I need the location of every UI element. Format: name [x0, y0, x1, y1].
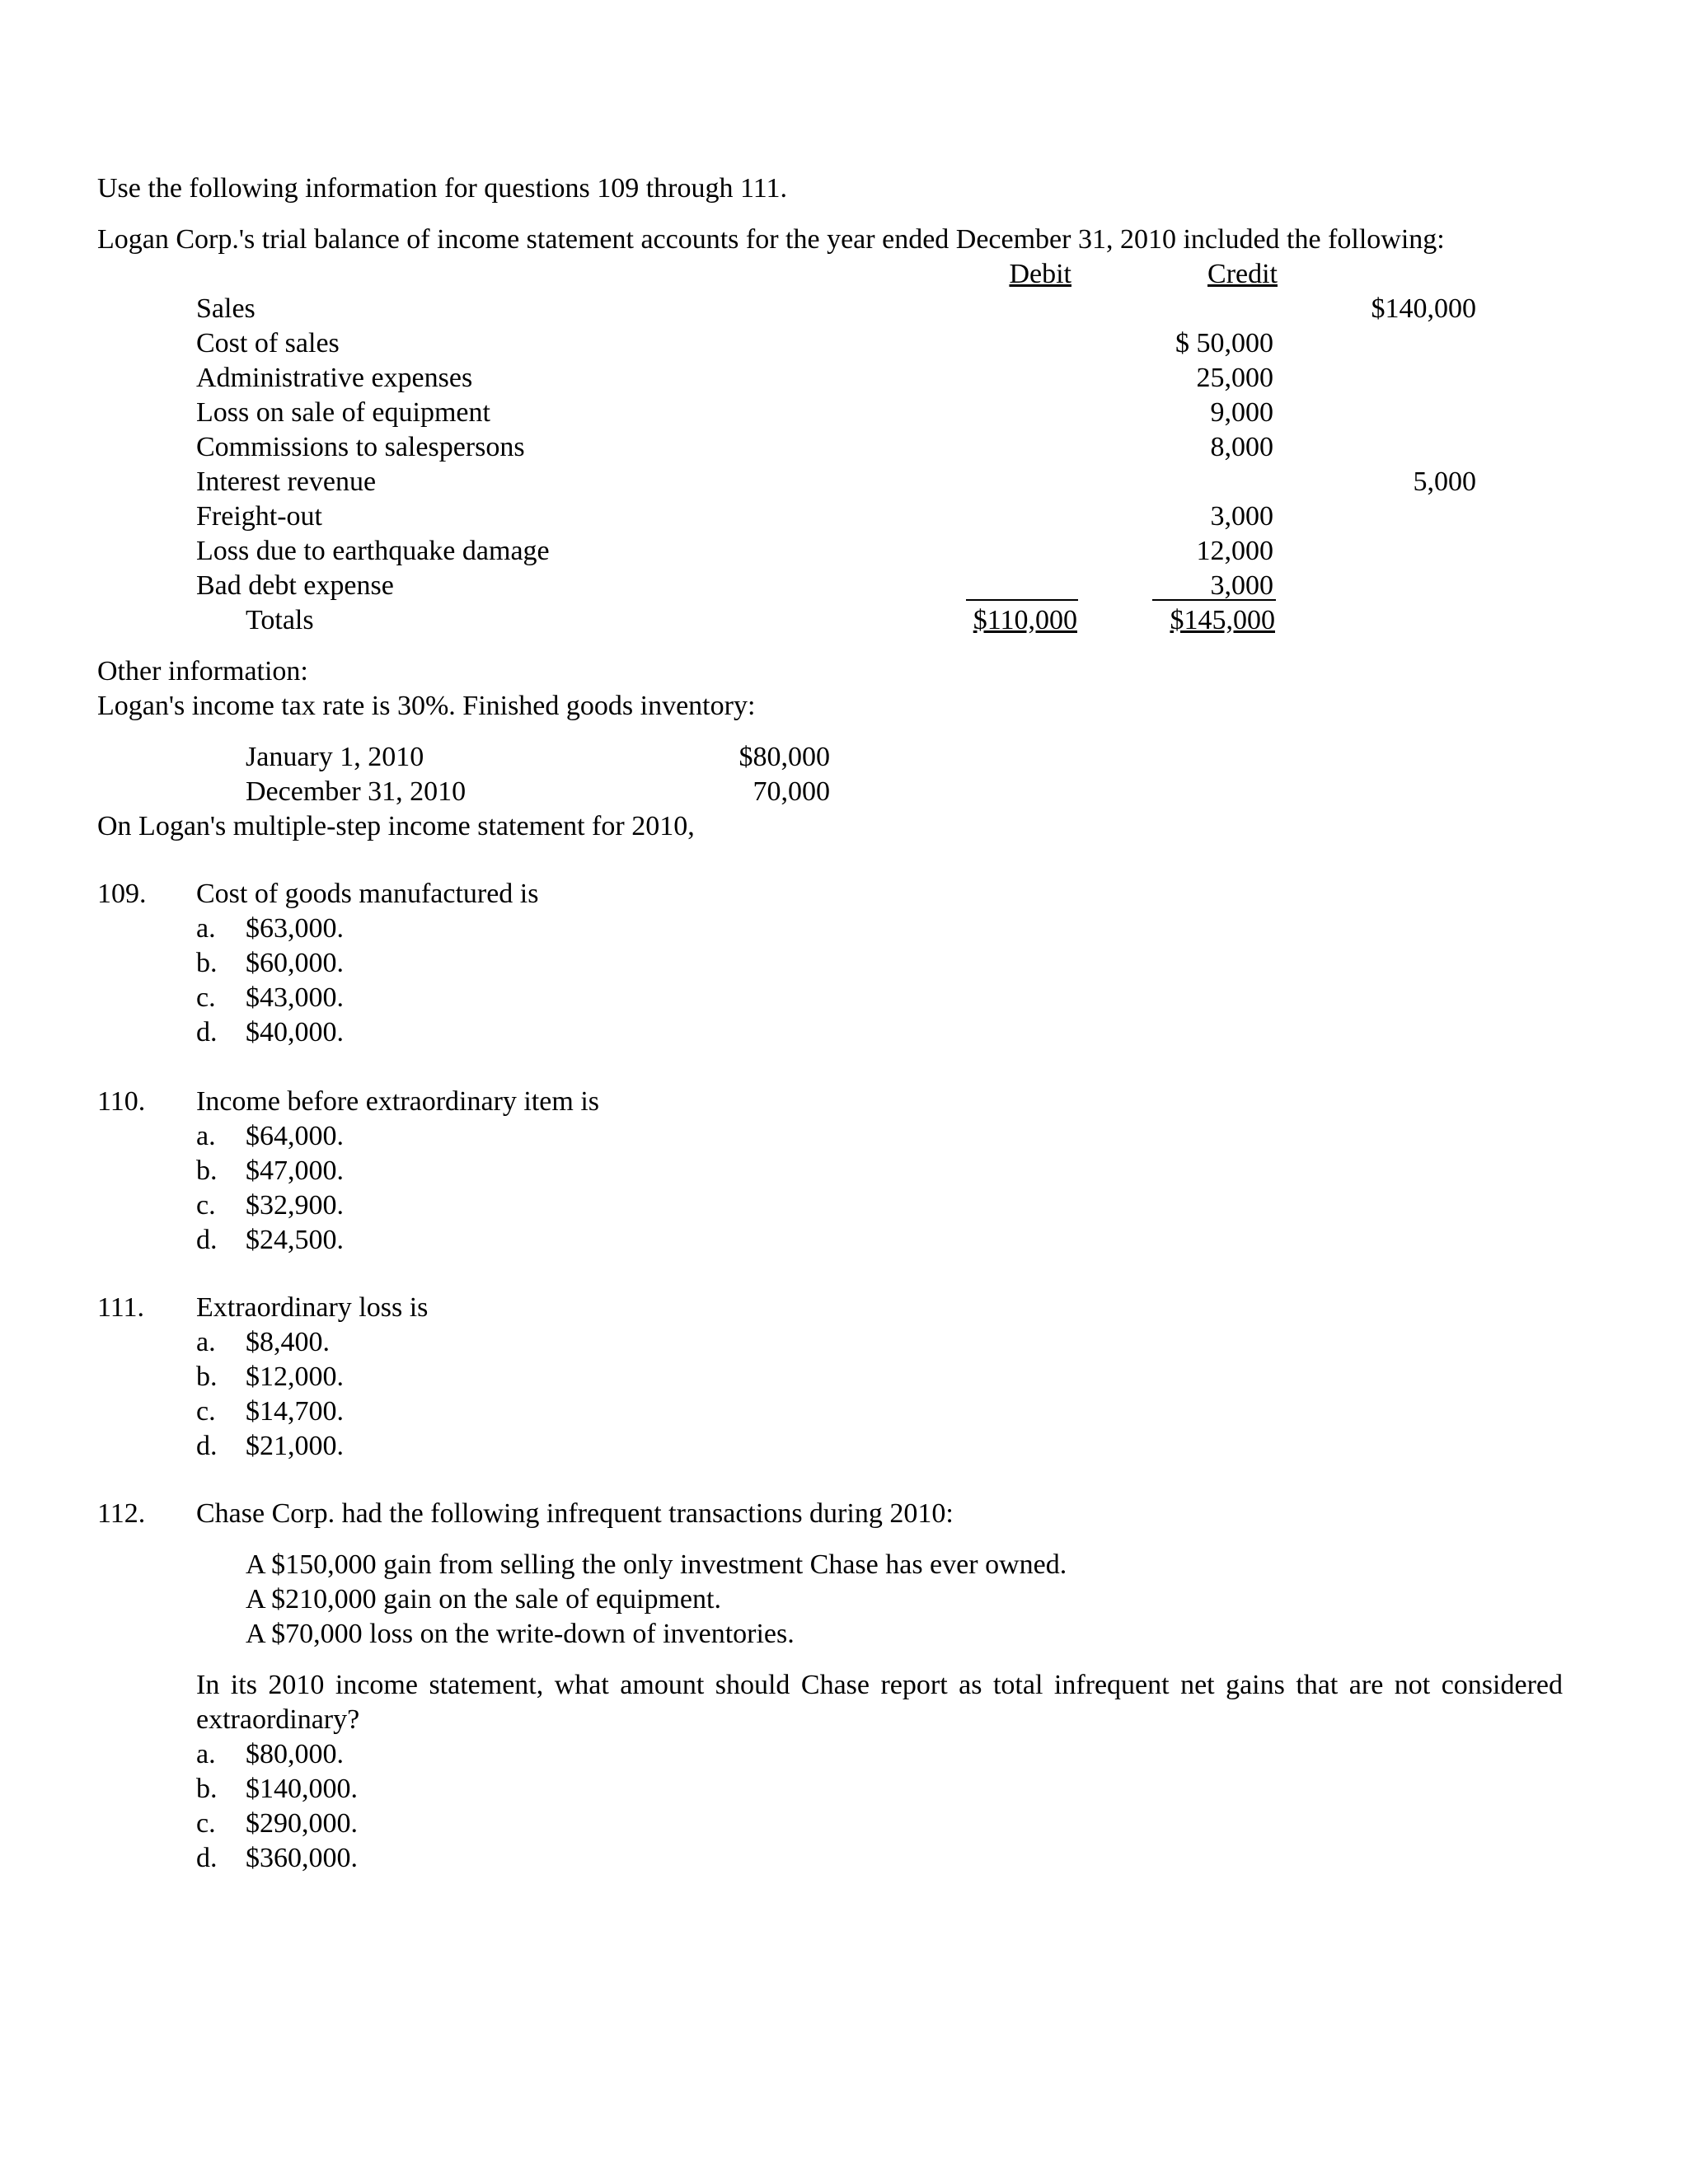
row-label: Freight-out — [196, 501, 322, 532]
question-stem: Cost of goods manufactured is — [196, 879, 539, 909]
row-credit: 5,000 — [1413, 466, 1476, 497]
trial-balance-intro: Logan Corp.'s trial balance of income statement accounts for the year ended December 31, 2010 included the following: — [97, 224, 1445, 255]
row-label: Loss due to earthquake damage — [196, 536, 550, 566]
option-text: $47,000. — [246, 1155, 344, 1186]
option-letter: b. — [196, 948, 218, 978]
option-letter: d. — [196, 1017, 218, 1047]
inventory-date: December 31, 2010 — [246, 776, 467, 807]
inventory-date: January 1, 2010 — [246, 742, 424, 772]
option-letter: c. — [196, 1396, 216, 1427]
other-info-heading: Other information: — [97, 656, 308, 687]
option-text: $14,700. — [246, 1396, 344, 1427]
totals-credit: $145,000 — [1170, 605, 1275, 635]
option-letter: d. — [196, 1843, 218, 1873]
question-number: 110. — [97, 1086, 146, 1117]
option-letter: c. — [196, 1190, 216, 1221]
option-text: $8,400. — [246, 1327, 330, 1357]
table-row — [196, 569, 1276, 603]
option-letter: a. — [196, 1739, 216, 1769]
inventory-amount: 70,000 — [753, 776, 830, 807]
row-label: Commissions to salespersons — [196, 432, 525, 462]
row-label: Bad debt expense — [196, 570, 394, 601]
row-debit: 3,000 — [1210, 501, 1273, 532]
option-text: $64,000. — [246, 1121, 344, 1151]
row-debit: 3,000 — [1210, 570, 1273, 601]
question-text: In its 2010 income statement, what amount should Chase report as total infrequent net gains that are not considered extraordinary? — [196, 1670, 1563, 1735]
row-debit: 25,000 — [1196, 363, 1273, 393]
question-stem: Extraordinary loss is — [196, 1292, 429, 1323]
table-row — [196, 499, 1276, 534]
option-letter: d. — [196, 1225, 218, 1255]
totals-label: Totals — [246, 605, 314, 635]
question-number: 111. — [97, 1292, 144, 1323]
question-stem: Chase Corp. had the following infrequent transactions during 2010: — [196, 1498, 954, 1529]
row-label: Interest revenue — [196, 466, 377, 497]
question-number: 112. — [97, 1498, 146, 1529]
option-letter: a. — [196, 1121, 216, 1151]
table-row — [196, 361, 1276, 396]
row-debit: $ 50,000 — [1175, 328, 1273, 359]
option-text: $32,900. — [246, 1190, 344, 1221]
option-text: $40,000. — [246, 1017, 344, 1047]
option-text: $43,000. — [246, 982, 344, 1013]
option-letter: a. — [196, 913, 216, 944]
transaction-item: A $150,000 gain from selling the only investment Chase has ever owned. — [246, 1549, 1067, 1580]
option-text: $21,000. — [246, 1431, 344, 1461]
option-text: $80,000. — [246, 1739, 344, 1769]
credit-subtotal-rule — [1152, 599, 1276, 601]
table-row — [196, 292, 1476, 326]
option-text: $63,000. — [246, 913, 344, 944]
table-row — [196, 326, 1276, 361]
row-debit: 12,000 — [1196, 536, 1273, 566]
table-row — [196, 465, 1476, 499]
row-label: Loss on sale of equipment — [196, 397, 490, 428]
row-label: Administrative expenses — [196, 363, 473, 393]
option-text: $60,000. — [246, 948, 344, 978]
option-letter: b. — [196, 1774, 218, 1804]
question-number: 109. — [97, 879, 147, 909]
option-letter: c. — [196, 1808, 216, 1839]
option-letter: d. — [196, 1431, 218, 1461]
row-label: Sales — [196, 293, 256, 324]
option-letter: c. — [196, 982, 216, 1013]
option-text: $290,000. — [246, 1808, 358, 1839]
row-label: Cost of sales — [196, 328, 340, 359]
credit-header: Credit — [1207, 259, 1278, 289]
option-letter: b. — [196, 1361, 218, 1392]
totals-debit: $110,000 — [973, 605, 1077, 635]
option-letter: a. — [196, 1327, 216, 1357]
debit-header: Debit — [1009, 259, 1071, 289]
table-row — [196, 430, 1276, 465]
statement-line: On Logan's multiple-step income statement for 2010, — [97, 811, 695, 841]
table-row — [196, 396, 1276, 430]
inventory-amount: $80,000 — [738, 742, 830, 772]
debit-subtotal-rule — [966, 599, 1078, 601]
option-text: $24,500. — [246, 1225, 344, 1255]
row-debit: 9,000 — [1210, 397, 1273, 428]
intro-line: Use the following information for questions 109 through 111. — [97, 173, 787, 204]
question-stem: Income before extraordinary item is — [196, 1086, 600, 1117]
table-row — [196, 534, 1276, 569]
row-credit: $140,000 — [1371, 293, 1476, 324]
option-text: $140,000. — [246, 1774, 358, 1804]
transaction-item: A $210,000 gain on the sale of equipment. — [246, 1584, 721, 1615]
option-text: $12,000. — [246, 1361, 344, 1392]
option-letter: b. — [196, 1155, 218, 1186]
row-debit: 8,000 — [1210, 432, 1273, 462]
transaction-item: A $70,000 loss on the write-down of inventories. — [246, 1619, 795, 1649]
option-text: $360,000. — [246, 1843, 358, 1873]
tax-line: Logan's income tax rate is 30%. Finished goods inventory: — [97, 691, 756, 721]
